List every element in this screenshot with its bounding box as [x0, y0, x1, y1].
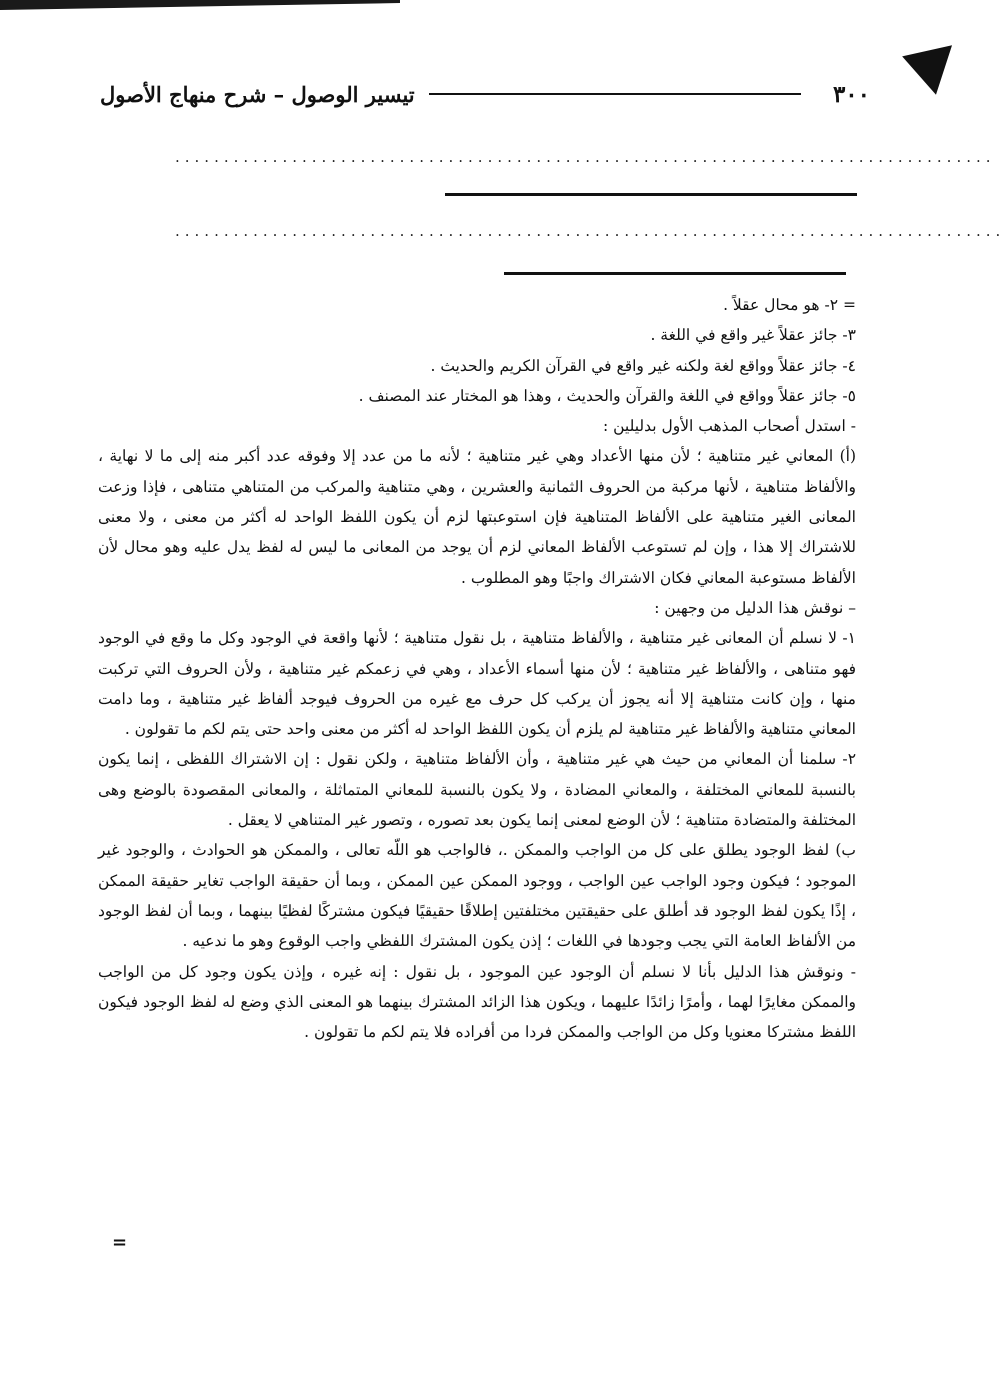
body-text	[98, 290, 856, 1047]
horizontal-rule-2	[504, 272, 846, 275]
page-number: ٣٠٠	[832, 80, 870, 108]
scan-corner-mark	[894, 32, 952, 95]
paragraph-item-4: ٤- جائز عقلاً وواقع لغة ولكنه غير واقع في القرآن الكريم والحديث .	[430, 356, 856, 375]
page-header	[100, 74, 870, 114]
paragraph-evidence-b: ب) لفظ الوجود يطلق على كل من الواجب والممكن .، فالواجب هو اللّه تعالى ، والممكن هو الحوادث ، والوجود غير الموجود ؛ فيكون وجود الواجب عين الواجب ، ووجود الممكن عين الممكن ، وبما أن حقيقة الواجب تغاير حقيقة الممكن ، إذًا يكون لفظ الوجود قد أطلق على حقيقتين مختلفتين إطلاقًا حقيقيًا فيكون مشتركًا لفظيًا بينهما ، وبما أن لفظ الوجود من الألفاظ العامة التي يجب وجودها في اللغات ؛ إذن يكون المشترك اللفظي واجب الوقوع وهو ما ندعيه .	[98, 841, 857, 951]
continuation-mark: =	[112, 1232, 128, 1253]
paragraph-item-3: ٣- جائز عقلاً غير واقع في اللغة .	[650, 326, 856, 345]
paragraph-discussion-b: - ونوقش هذا الدليل بأنا لا نسلم أن الوجود عين الموجود ، بل نقول : إنه غيره ، وإذن يكون وجود كل من الواجب والممكن مغايرًا لهما ، وأمرًا زائدًا عليهما ، ويكون هذا الزائد المشترك بينهما هو المعنى الذي وضع له لفظ الوجود فيكون اللفظ مشتركا معنويا وكل من الواجب والممكن فردا من أفراده فلا يتم لكم ما تقولون .	[98, 962, 856, 1042]
paragraph-evidence-intro: - استدل أصحاب المذهب الأول بدليلين :	[602, 417, 856, 436]
paragraph-evidence-a: (أ) المعاني غير متناهية ؛ لأن منها الأعداد وهي غير متناهية ؛ لأنه ما من عدد إلا وفوقه عدد أكبر منه إلى ما لا نهاية ، والألفاظ متناهية ، لأنها مركبة من الحروف الثمانية والعشرين ، وهي متناهية والمركب من المتناهي متناهى ، فإذا وزعت المعانى الغير متناهية على الألفاظ المتناهية فإن استوعبتها لزم أن يكون اللفظ الواحد له أكثر من معنى ، ولا معنى للاشتراك إلا هذا ، وإن لم تستوعب الألفاظ المعاني لزم أن يوجد من المعانى ما ليس له لفظ يدل عليه وهو محال لأن الألفاظ مستوعبة المعاني فكان الاشتراك واجبًا وهو المطلوب .	[98, 447, 856, 587]
dotted-line-1: ....................................................................................	[175, 148, 996, 166]
running-title: تيسير الوصول – شرح منهاج الأصول	[100, 81, 415, 107]
paragraph-discussion-2: ٢- سلمنا أن المعاني من حيث هي غير متناهية ، وأن الألفاظ متناهية ، ولكن نقول : إن الاشتراك اللفظى ، إنما يكون بالنسبة للمعاني المختلفة ، والمعاني المضادة ، ولا يكون بالنسبة للمعاني المتماثلة ، والمعانى المقصودة بالوضع وهى المختلفة والمتضادة متناهية ؛ لأن الوضع لمعنى إنما يكون بعد تصوره ، وتصور غير المتناهي لا يعقل .	[98, 750, 857, 830]
horizontal-rule-1	[445, 193, 857, 196]
dotted-line-2: .....................................................................................	[175, 222, 1005, 240]
scan-edge-top	[0, 0, 400, 10]
header-rule	[429, 93, 801, 95]
paragraph-discussion-intro: – نوقش هذا الدليل من وجهين :	[654, 598, 856, 617]
paragraph-item-5: ٥- جائز عقلاً وواقع في اللغة والقرآن والحديث ، وهذا هو المختار عند المصنف .	[358, 386, 856, 405]
paragraph-discussion-1: ١- لا نسلم أن المعانى غير متناهية ، والألفاظ متناهية ، بل نقول متناهية ؛ لأنها واقعة في الوجود وكل ما وقع في الوجود فهو متناهى ، والألفاظ غير متناهية ؛ لأن منها أسماء الأعداد ، وهي في زعمكم غير متناهية ، ولأن الحروف التي تركبت منها ، وإن كانت متناهية إلا أنه يجوز أن يركب كل حرف مع غيره من الحروف فيوجد ألفاظ غير متناهية ، وما دامت المعاني متناهية والألفاظ غير متناهية لم يلزم أن يكون اللفظ الواحد له أكثر من معنى واحد حتى يتم لكم ما تقولون .	[98, 629, 856, 739]
paragraph-item-2: = ٢- هو محال عقلاً .	[723, 296, 856, 314]
